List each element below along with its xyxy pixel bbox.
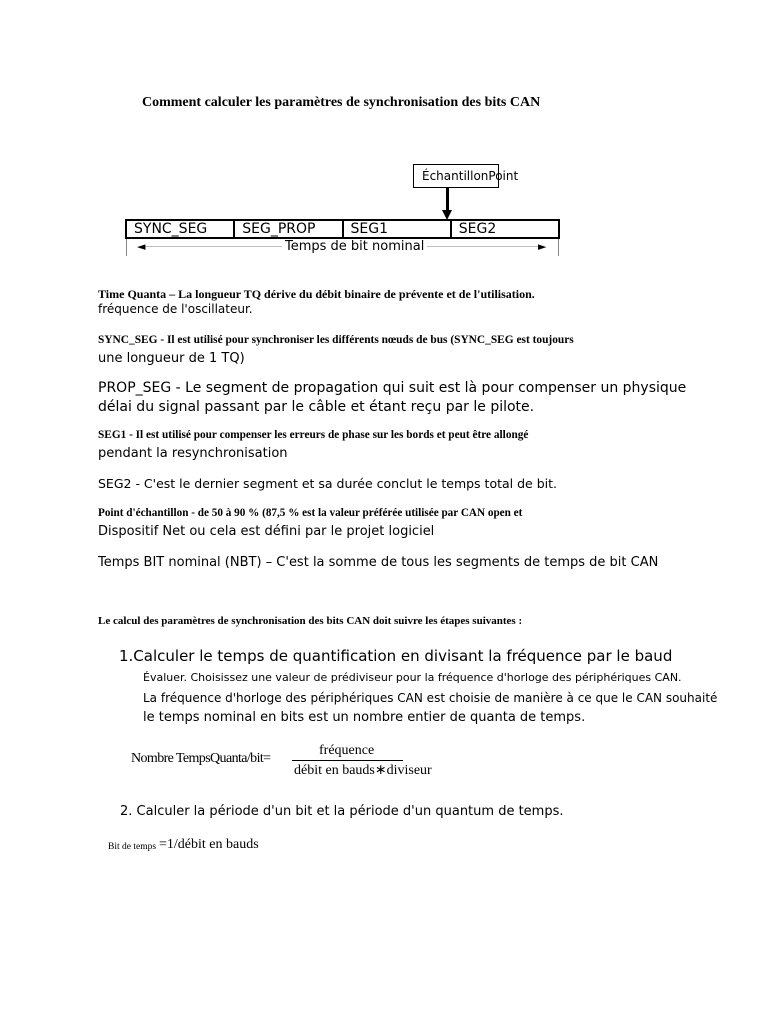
arrow-left-icon: ◄ xyxy=(137,240,146,253)
step2-title: 2. Calculer la période d'un bit et la période d'un quantum de temps. xyxy=(120,804,564,819)
nominal-tick-left xyxy=(126,239,127,256)
sync-seg-definition-head: SYNC_SEG - Il est utilisé pour synchroniser les différents nœuds de bus (SYNC_SEG est toujours xyxy=(98,334,574,346)
formula2-lhs: Bit de temps xyxy=(108,842,157,852)
formula1-fraction-bar xyxy=(292,760,403,761)
nominal-bit-time-label: Temps de bit nominal xyxy=(282,239,427,254)
seg1-definition-tail: pendant la resynchronisation xyxy=(98,446,288,461)
tq-definition-tail: fréquence de l'oscillateur. xyxy=(98,302,253,316)
formula1-numerator: fréquence xyxy=(319,743,375,758)
seg2-definition: SEG2 - C'est le dernier segment et sa durée conclut le temps total de bit. xyxy=(98,476,557,491)
page-title: Comment calculer les paramètres de synchronisation des bits CAN xyxy=(142,95,541,110)
arrow-right-icon: ► xyxy=(538,240,547,253)
steps-intro: Le calcul des paramètres de synchronisation des bits CAN doit suivre les étapes suivantes : xyxy=(98,615,523,627)
segment-prop-seg: SEG_PROP xyxy=(235,221,343,237)
sync-seg-definition-tail: une longueur de 1 TQ) xyxy=(98,351,245,366)
step1-line1: Évaluer. Choisissez une valeur de prédiviseur pour la fréquence d'horloge des périphériques CAN. xyxy=(143,671,682,684)
formula2-rhs: =1/débit en bauds xyxy=(159,837,259,852)
sample-point-box: ÉchantillonPoint xyxy=(413,164,499,188)
segment-seg2: SEG2 xyxy=(458,221,497,237)
segment-seg1: SEG1 xyxy=(344,221,452,237)
prop-seg-definition-line2: délai du signal passant par le câble et étant reçu par le pilote. xyxy=(98,399,535,415)
formula1-denominator: débit en bauds∗diviseur xyxy=(294,763,432,778)
sample-point-definition-tail: Dispositif Net ou cela est défini par le projet logiciel xyxy=(98,524,435,539)
nominal-tick-right xyxy=(558,239,559,256)
tq-definition-head: Time Quanta – La longueur TQ dérive du débit binaire de prévente et de l'utilisation. xyxy=(98,287,535,301)
segment-sync-seg: SYNC_SEG xyxy=(127,221,235,237)
segment-bar xyxy=(125,219,560,239)
step1-line3: le temps nominal en bits est un nombre entier de quanta de temps. xyxy=(143,710,586,725)
nbt-definition: Temps BIT nominal (NBT) – C'est la somme de tous les segments de temps de bit CAN xyxy=(98,555,659,570)
step1-line2: La fréquence d'horloge des périphériques CAN est choisie de manière à ce que le CAN souhaité xyxy=(143,691,718,705)
formula1-lhs: Nombre TempsQuanta/bit= xyxy=(131,751,271,766)
step1-title: 1.Calculer le temps de quantification en divisant la fréquence par le baud xyxy=(119,647,673,665)
sample-point-definition-head: Point d'échantillon - de 50 à 90 % (87,5 % est la valeur préférée utilisée par CAN open et xyxy=(98,507,523,519)
prop-seg-definition-line1: PROP_SEG - Le segment de propagation qui suit est là pour compenser un physique xyxy=(98,380,687,396)
seg1-definition-head: SEG1 - Il est utilisé pour compenser les erreurs de phase sur les bords et peut être allongé xyxy=(98,429,529,441)
